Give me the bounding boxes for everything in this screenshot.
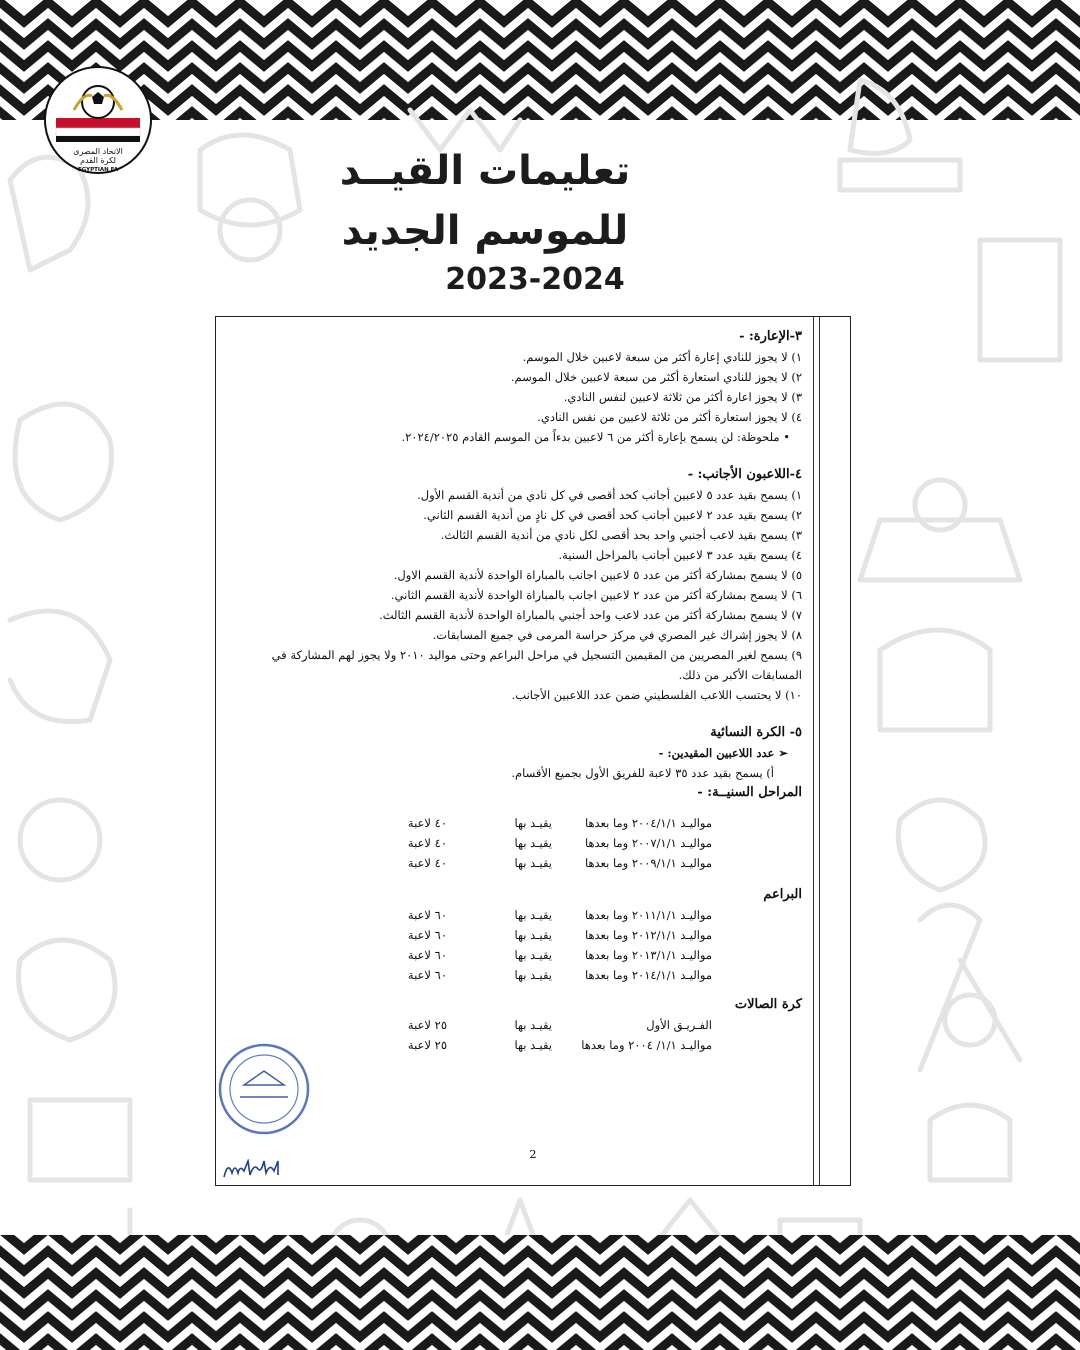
logo-english-text: EGYPTIAN FA	[77, 167, 119, 173]
list-item: أ) يسمح بقيد عدد ٣٥ لاعبة للفريق الأول بجميع الأقسام.	[511, 766, 774, 780]
birth-cell: مواليـد ٢٠١١/١/١ وما بعدها	[584, 908, 712, 922]
table-row	[238, 813, 802, 833]
juniors-heading: البراعم	[763, 887, 802, 902]
list-item: ٢) يسمح بقيد عدد ٢ لاعبين أجانب كحد أقصى في كل نادٍ من أندية القسم الثاني.	[423, 508, 802, 522]
list-item: ٤) لا يجوز استعارة أكثر من ثلاثة لاعبين من نفس النادي.	[537, 410, 802, 424]
official-stamp	[216, 1041, 312, 1137]
list-item: ٢) لا يجوز للنادي استعارة أكثر من سبعة لاعبين خلال الموسم.	[510, 370, 802, 384]
table-row	[238, 905, 802, 925]
birth-cell: مواليـد ٢٠٠٤/١/١ وما بعدها	[584, 816, 712, 830]
egyptian-fa-logo	[44, 66, 152, 174]
table-row	[238, 945, 802, 965]
document-content	[238, 327, 802, 1055]
table-row	[238, 1015, 802, 1035]
season-label: 2023-2024	[445, 262, 625, 297]
list-item: ١٠) لا يحتسب اللاعب الفلسطيني ضمن عدد اللاعبين الأجانب.	[511, 688, 802, 702]
table-row	[238, 925, 802, 945]
count-cell: ٤٠ لاعبة	[407, 856, 447, 870]
label-cell: يقيـد بها	[514, 968, 552, 982]
birth-cell: مواليـد ١/١/ ٢٠٠٤ وما بعدها	[581, 1038, 712, 1052]
birth-cell: مواليـد ٢٠١٤/١/١ وما بعدها	[584, 968, 712, 982]
label-cell: يقيـد بها	[514, 816, 552, 830]
table-row	[238, 965, 802, 985]
label-cell: يقيـد بها	[514, 928, 552, 942]
margin-line-double	[813, 317, 814, 1185]
note: • ملحوظة: لن يسمح بإعارة أكثر من ٦ لاعبين بدءاً من الموسم القادم ٢٠٢٤/٢٠٢٥.	[401, 430, 790, 444]
futsal-heading: كرة الصالات	[734, 997, 802, 1012]
margin-line	[819, 317, 820, 1185]
table-row	[238, 853, 802, 873]
section5-heading: ٥- الكرة النسائية	[710, 725, 802, 740]
logo-arabic-line1: الاتحاد المصرى	[73, 147, 123, 156]
section4-heading: ٤-اللاعبون الأجانب: -	[687, 467, 802, 482]
table-row	[238, 1035, 802, 1055]
list-item: ١) يسمح بقيد عدد ٥ لاعبين أجانب كحد أقصى في كل نادي من أندية القسم الأول.	[417, 488, 802, 502]
label-cell: يقيـد بها	[514, 908, 552, 922]
list-item: ٣) لا يجوز اعارة أكثر من ثلاثة لاعبين لنفس النادي.	[563, 390, 802, 404]
count-cell: ٤٠ لاعبة	[407, 816, 447, 830]
birth-cell: مواليـد ٢٠١٢/١/١ وما بعدها	[584, 928, 712, 942]
birth-cell: مواليـد ٢٠٠٧/١/١ وما بعدها	[584, 836, 712, 850]
registered-players-subheading: ➢ عدد اللاعبين المقيدين: -	[658, 746, 788, 760]
section3-heading: ٣-الإعارة: -	[739, 329, 802, 344]
list-item: ٥) لا يسمح بمشاركة أكثر من عدد ٥ لاعبين اجانب بالمباراة الواحدة لأندية القسم الاول.	[393, 568, 802, 582]
birth-cell: مواليـد ٢٠٠٩/١/١ وما بعدها	[584, 856, 712, 870]
count-cell: ٢٥ لاعبة	[407, 1018, 447, 1032]
count-cell: ٦٠ لاعبة	[407, 948, 447, 962]
label-cell: يقيـد بها	[514, 856, 552, 870]
youth-heading: المراحل السنيــة: -	[697, 785, 802, 800]
count-cell: ٢٥ لاعبة	[407, 1038, 447, 1052]
table-row	[238, 833, 802, 853]
birth-cell: مواليـد ٢٠١٣/١/١ وما بعدها	[584, 948, 712, 962]
count-cell: ٦٠ لاعبة	[407, 908, 447, 922]
list-item: ٦) لا يسمح بمشاركة أكثر من عدد ٢ لاعبين اجانب بالمباراة الواحدة لأندية القسم الثاني.	[390, 588, 802, 602]
page-title: تعليمات القيــد	[339, 148, 631, 194]
list-item: ٣) يسمح بقيد لاعب أجنبي واحد بحد أقصى لكل نادي من أندية القسم الثالث.	[440, 528, 802, 542]
page-number: 2	[529, 1148, 537, 1161]
label-cell: يقيـد بها	[514, 948, 552, 962]
label-cell: يقيـد بها	[514, 1018, 552, 1032]
birth-cell: الفـريـق الأول	[646, 1018, 712, 1032]
list-item: ٤) يسمح بقيد عدد ٣ لاعبين أجانب بالمراحل السنية.	[558, 548, 802, 562]
count-cell: ٦٠ لاعبة	[407, 968, 447, 982]
label-cell: يقيـد بها	[514, 1038, 552, 1052]
list-item: ٨) لا يجوز إشراك غير المصري في مركز حراسة المرمى في جميع المسابقات.	[432, 628, 802, 642]
count-cell: ٦٠ لاعبة	[407, 928, 447, 942]
bottom-zigzag-band	[0, 1235, 1080, 1350]
list-item: ٧) لا يسمح بمشاركة أكثر من عدد لاعب واحد أجنبي بالمباراة الواحدة لأندية القسم الثالث.	[379, 608, 802, 622]
list-item: ١) لا يجوز للنادي إعارة أكثر من سبعة لاعبين خلال الموسم.	[522, 350, 802, 364]
signature	[222, 1159, 294, 1181]
count-cell: ٤٠ لاعبة	[407, 836, 447, 850]
logo-arabic-line2: لكرة القدم	[80, 156, 116, 165]
label-cell: يقيـد بها	[514, 836, 552, 850]
list-item: ٩) يسمح لغير المصريين من المقيمين التسجيل في مراحل البراعم وحتى مواليد ٢٠١٠ ولا يجوز لهم المشاركة في المسابقات الأكبر من ذلك.	[271, 648, 802, 682]
scanned-document-page	[215, 316, 851, 1186]
page-subtitle: للموسم الجديد	[341, 208, 629, 254]
